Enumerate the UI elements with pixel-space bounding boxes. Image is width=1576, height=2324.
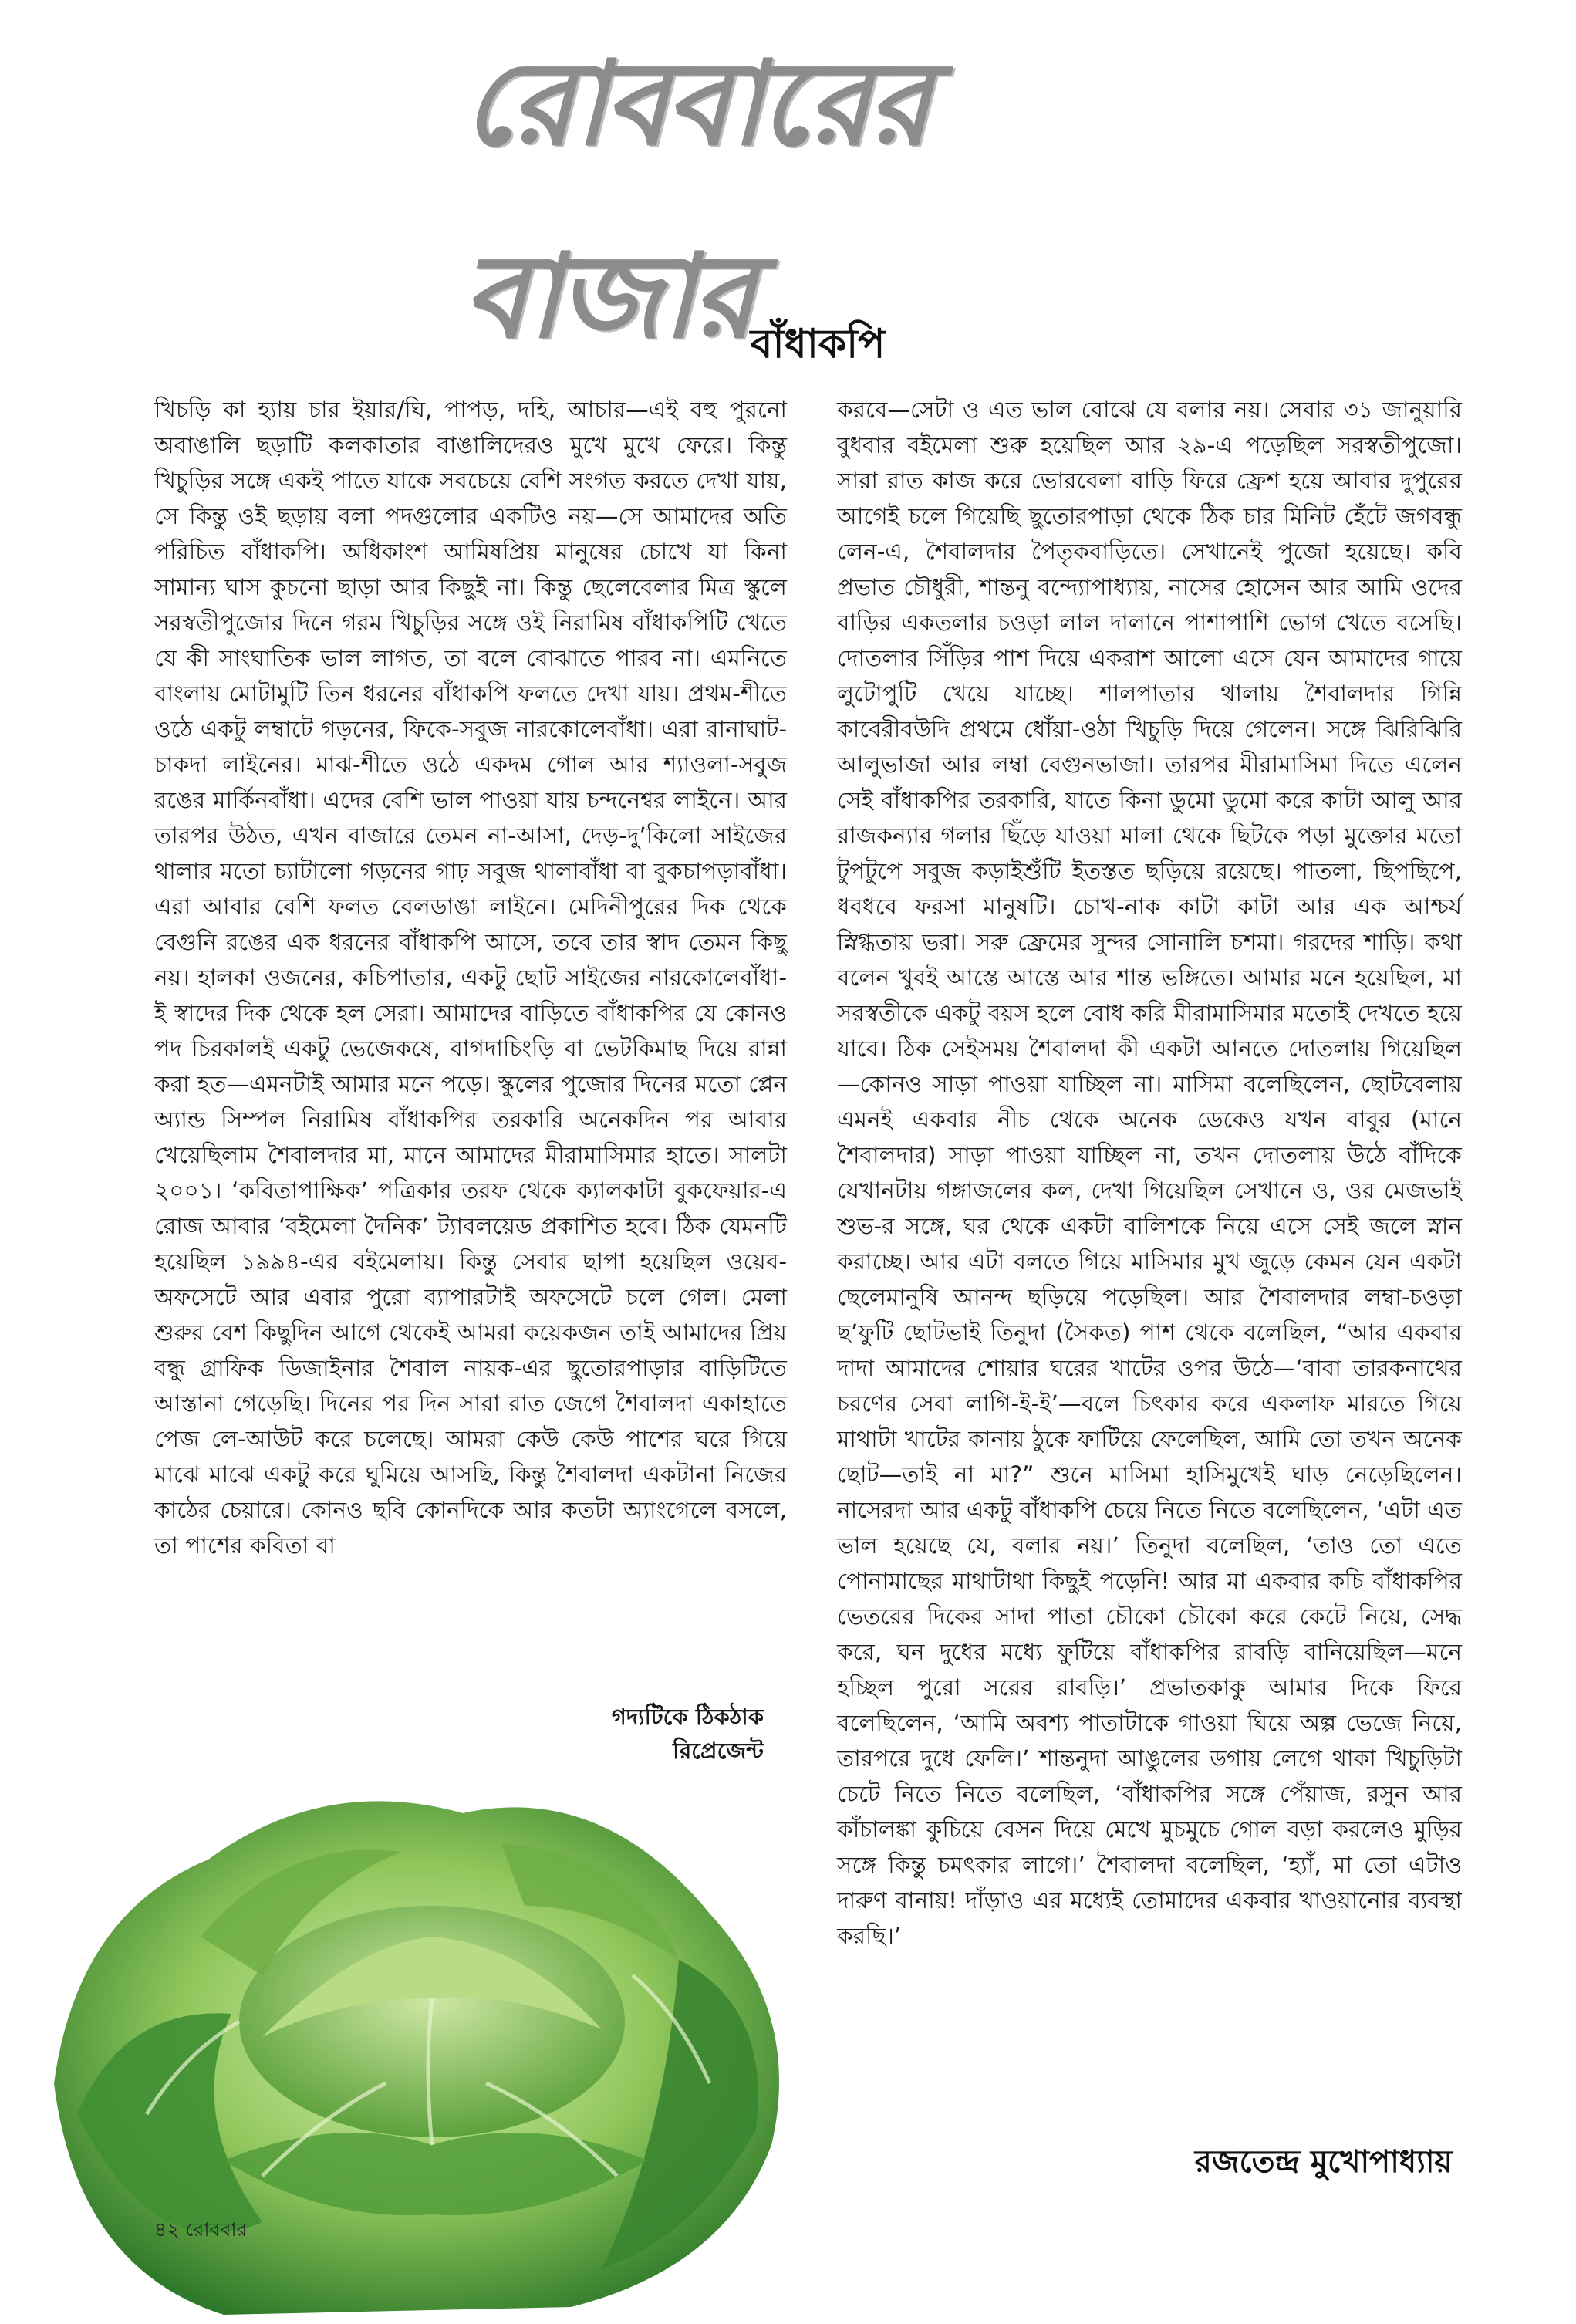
image-caption: গদ্যটিকে ঠিকঠাক রিপ্রেজেন্ট (611, 1704, 764, 1764)
cabbage-illustration (31, 1682, 833, 2322)
article-title: বাঁধাকপি (750, 321, 886, 367)
masthead-logo: রোববারের বাজার (463, 37, 928, 364)
article-column-left (154, 392, 787, 1563)
article-column-right (837, 392, 1462, 1954)
body-text-left: খিচড়ি কা হ্যায় চার ইয়ার/ঘি, পাপড়, দহি, আচার—এই বহু পুরনো অবাঙালি ছড়াটি কলকাতার বাঙালিদেরও মুখে মুখে ফেরে। কিন্তু খিচুড়ির সঙ্গে একই পাতে যাকে সবচেয়ে বেশি সংগত করতে দেখা যায়, সে কিন্তু ওই ছড়ায় বলা পদগুলোর একটিও নয়—সে আমাদের অতি পরিচিত বাঁধাকপি। অধিকাংশ আমিষপ্রিয় মানুষের চোখে যা কিনা সামান্য ঘাস কুচনো ছাড়া আর কিছুই না। কিন্তু ছেলেবেলার মিত্র স্কুলে সরস্বতীপুজোর দিনে গরম খিচুড়ির সঙ্গে ওই নিরামিষ বাঁধাকপিটি খেতে যে কী সাংঘাতিক ভাল লাগত, তা বলে বোঝাতে পারব না। এমনিতে বাংলায় মোটামুটি তিন ধরনের বাঁধাকপি ফলতে দেখা যায়। প্রথম-শীতে ওঠে একটু লম্বাটে গড়নের, ফিকে-সবুজ নারকোলেবাঁধা। এরা রানাঘাট-চাকদা লাইনের। মাঝ-শীতে ওঠে একদম গোল আর শ্যাওলা-সবুজ রঙের মার্কিনবাঁধা। এদের বেশি ভাল পাওয়া যায় চন্দনেশ্বর লাইনে। আর তারপর উঠত, এখন বাজারে তেমন না-আসা, দেড়-দু’কিলো সাইজের থালার মতো চ্যাটালো গড়নের গাঢ় সবুজ থালাবাঁধা বা বুকচাপড়াবাঁধা। এরা আবার বেশি ফলত বেলডাঙা লাইনে। মেদিনীপুরের দিক থেকে বেগুনি রঙের এক ধরনের বাঁধাকপি আসে, তবে তার স্বাদ তেমন কিছু নয়। হালকা ওজনের, কচিপাতার, একটু ছোট সাইজের নারকোলেবাঁধা-ই স্বাদের দিক থেকে হল সেরা। আমাদের বাড়িতে বাঁধাকপির যে কোনও পদ চিরকালই একটু ভেজেকষে, বাগদাচিংড়ি বা ভেটকিমাছ দিয়ে রান্না করা হত—এমনটাই আমার মনে পড়ে। স্কুলের পুজোর দিনের মতো প্লেন অ্যান্ড সিম্পল নিরামিষ বাঁধাকপির তরকারি অনেকদিন পর আবার খেয়েছিলাম শৈবালদার মা, মানে আমাদের মীরামাসিমার হাতে। সালটা ২০০১। ‘কবিতাপাক্ষিক’ পত্রিকার তরফ থেকে ক্যালকাটা বুকফেয়ার-এ রোজ আবার ‘বইমেলা দৈনিক’ ট্যাবলয়েড প্রকাশিত হবে। ঠিক যেমনটি হয়েছিল ১৯৯৪-এর বইমেলায়। কিন্তু সেবার ছাপা হয়েছিল ওয়েব-অফসেটে আর এবার পুরো ব্যাপারটাই অফসেটে চলে গেল। মেলা শুরুর বেশ কিছুদিন আগে থেকেই আমরা কয়েকজন তাই আমাদের প্রিয় বন্ধু গ্রাফিক ডিজাইনার শৈবাল নায়ক-এর ছুতোরপাড়ার বাড়িটিতে আস্তানা গেড়েছি। দিনের পর দিন সারা রাত জেগে শৈবালদা একাহাতে পেজ লে-আউট করে চলেছে। আমরা কেউ কেউ পাশের ঘরে গিয়ে মাঝে মাঝে একটু করে ঘুমিয়ে আসছি, কিন্তু শৈবালদা একটানা নিজের কাঠের চেয়ারে। কোনও ছবি কোনদিকে আর কতটা অ্যাংগেলে বসলে, তা পাশের কবিতা বা (154, 397, 787, 1559)
page-folio: ৪২ রোববার (154, 2218, 248, 2241)
body-text-right: করবে—সেটা ও এত ভাল বোঝে যে বলার নয়। সেবার ৩১ জানুয়ারি বুধবার বইমেলা শুরু হয়েছিল আর ২৯-এ পড়েছিল সরস্বতীপুজো। সারা রাত কাজ করে ভোরবেলা বাড়ি ফিরে ফ্রেশ হয়ে আবার দুপুরের আগেই চলে গিয়েছি ছুতোরপাড়া থেকে ঠিক চার মিনিট হেঁটে জগবন্ধু লেন-এ, শৈবালদার পৈতৃকবাড়িতে। সেখানেই পুজো হয়েছে। কবি প্রভাত চৌধুরী, শান্তনু বন্দ্যোপাধ্যায়, নাসের হোসেন আর আমি ওদের বাড়ির একতলার চওড়া লাল দালানে পাশাপাশি ভোগ খেতে বসেছি। দোতলার সিঁড়ির পাশ দিয়ে একরাশ আলো এসে যেন আমাদের গায়ে লুটোপুটি খেয়ে যাচ্ছে। শালপাতার থালায় শৈবালদার গিন্নি কাবেরীবউদি প্রথমে ধোঁয়া-ওঠা খিচুড়ি দিয়ে গেলেন। সঙ্গে ঝিরিঝিরি আলুভাজা আর লম্বা বেগুনভাজা। তারপর মীরামাসিমা দিতে এলেন সেই বাঁধাকপির তরকারি, যাতে কিনা ডুমো ডুমো করে কাটা আলু আর রাজকন্যার গলার ছিঁড়ে যাওয়া মালা থেকে ছিটকে পড়া মুক্তোর মতো টুপটুপে সবুজ কড়াইশুঁটি ইতস্তত ছড়িয়ে রয়েছে। পাতলা, ছিপছিপে, ধবধবে ফরসা মানুষটি। চোখ-নাক কাটা কাটা আর এক আশ্চর্য স্নিগ্ধতায় ভরা। সরু ফ্রেমের সুন্দর সোনালি চশমা। গরদের শাড়ি। কথা বলেন খুবই আস্তে আস্তে আর শান্ত ভঙ্গিতে। আমার মনে হয়েছিল, মা সরস্বতীকে একটু বয়স হলে বোধ করি মীরামাসিমার মতোই দেখতে হয়ে যাবে। ঠিক সেইসময় শৈবালদা কী একটা আনতে দোতলায় গিয়েছিল—কোনও সাড়া পাওয়া যাচ্ছিল না। মাসিমা বলেছিলেন, ছোটবেলায় এমনই একবার নীচ থেকে অনেক ডেকেও যখন বাবুর (মানে শৈবালদার) সাড়া পাওয়া যাচ্ছিল না, তখন দোতলায় উঠে বাঁদিকে যেখানটায় গঙ্গাজলের কল, দেখা গিয়েছিল সেখানে ও, ওর মেজভাই শুভ-র সঙ্গে, ঘর থেকে একটা বালিশকে নিয়ে এসে সেই জলে স্নান করাচ্ছে। আর এটা বলতে গিয়ে মাসিমার মুখ জুড়ে কেমন যেন একটা ছেলেমানুষি আনন্দ ছড়িয়ে পড়েছিল। আর শৈবালদার লম্বা-চওড়া ছ’ফুটি ছোটভাই তিনুদা (সৈকত) পাশ থেকে বলেছিল, “আর একবার দাদা আমাদের শোয়ার ঘরের খাটের ওপর উঠে—‘বাবা তারকনাথের চরণের সেবা লাগি-ই-ই’—বলে চিৎকার করে একলাফ মারতে গিয়ে মাথাটা খাটের কানায় ঠুকে ফাটিয়ে ফেলেছিল, আমি তো তখন অনেক ছোট—তাই না মা?” শুনে মাসিমা হাসিমুখেই ঘাড় নেড়েছিলেন। নাসেরদা আর একটু বাঁধাকপি চেয়ে নিতে নিতে বলেছিলেন, ‘এটা এত ভাল হয়েছে যে, বলার নয়।’ তিনুদা বলেছিল, ‘তাও তো এতে পোনামাছের মাথাটাথা কিছুই পড়েনি! আর মা একবার কচি বাঁধাকপির ভেতরের দিকের সাদা পাতা চৌকো চৌকো করে কেটে নিয়ে, সেদ্ধ করে, ঘন দুধের মধ্যে ফুটিয়ে বাঁধাকপির রাবড়ি বানিয়েছিল—মনে হচ্ছিল পুরো সরের রাবড়ি।’ প্রভাতকাকু আমার দিকে ফিরে বলেছিলেন, ‘আমি অবশ্য পাতাটাকে গাওয়া ঘিয়ে অল্প ভেজে নিয়ে, তারপরে দুধে ফেলি।’ শান্তনুদা আঙুলের ডগায় লেগে থাকা খিচুড়িটা চেটে নিতে নিতে বলেছিল, ‘বাঁধাকপির সঙ্গে পেঁয়াজ, রসুন আর কাঁচালঙ্কা কুচিয়ে বেসন দিয়ে মেখে মুচমুচে গোল বড়া করলেও মুড়ির সঙ্গে কিন্তু চমৎকার লাগে।’ শৈবালদা বলেছিল, ‘হ্যাঁ, মা তো এটাও দারুণ বানায়! দাঁড়াও এর মধ্যেই তোমাদের একবার খাওয়ানোর ব্যবস্থা করছি।’ (837, 397, 1462, 1949)
author-byline: রজতেন্দ্র মুখোপাধ্যায় (1194, 2144, 1453, 2180)
